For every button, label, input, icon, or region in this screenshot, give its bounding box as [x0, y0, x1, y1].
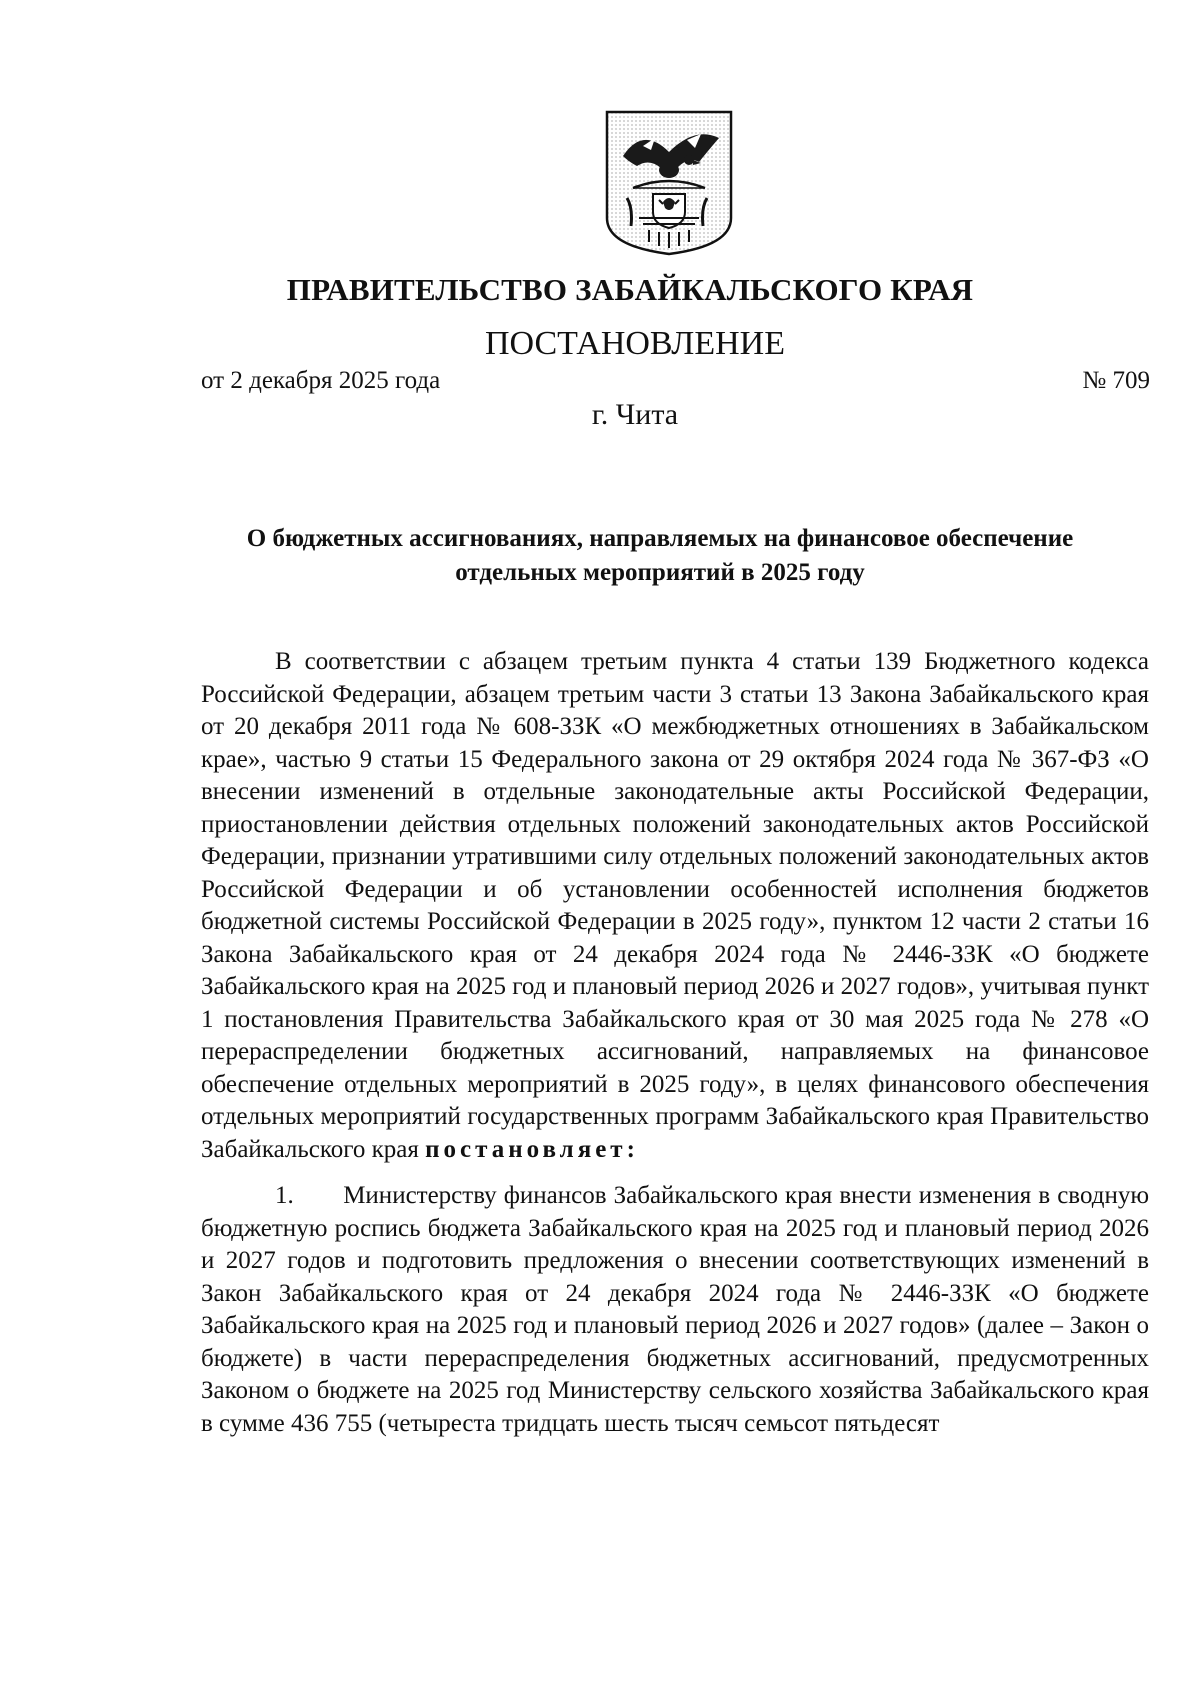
decree-word: постановляет:: [425, 1135, 639, 1163]
document-type: ПОСТАНОВЛЕНИЕ: [484, 325, 786, 362]
subject-line-2: отдельных мероприятий в 2025 году: [455, 559, 865, 586]
item-1-number: 1.: [275, 1182, 294, 1209]
item-1-paragraph: [201, 1180, 1149, 1440]
item-1-text: Министерству финансов Забайкальского края внести изменения в сводную бюджетную роспись бюджета Забайкальского края на 2025 год и плановый период 2026 и 2027 годов и подготовить предложения о внесении соответствующих изменений в Закон Забайкальского края от 24 декабря 2024 года № 2446-ЗЗК «О бюджете Забайкальского края на 2025 год и плановый период 2026 и 2027 годов» (далее – Закон о бюджете) в части перераспределения бюджетных ассигнований, предусмотренных Законом о бюджете на 2025 год Министерству сельского хозяйства Забайкальского края в сумме 436 755 (четыреста тридцать шесть тысяч семьсот пятьдесят: [201, 1182, 1149, 1437]
document-city: г. Чита: [591, 398, 679, 431]
document-subject: [160, 522, 1160, 590]
subject-line-1: О бюджетных ассигнованиях, направляемых на финансовое обеспечение: [246, 525, 1074, 552]
document-body: [201, 646, 1149, 1440]
preamble-paragraph: [201, 646, 1149, 1166]
preamble-text: В соответствии с абзацем третьим пункта 4 статьи 139 Бюджетного кодекса Российской Федерации, абзацем третьим части 3 статьи 13 Закона Забайкальского края от 20 декабря 2011 года № 608-ЗЗК «О межбюджетных отношениях в Забайкальском крае», частью 9 статьи 15 Федерального закона от 29 октября 2024 года № 367-ФЗ «О внесении изменений в отдельные законодательные акты Российской Федерации, приостановлении действия отдельных положений законодательных актов Российской Федерации, признании утратившими силу отдельных положений законодательных актов Российской Федерации и об установлении особенностей исполнения бюджетов бюджетной системы Российской Федерации в 2025 году», пунктом 12 части 2 статьи 16 Закона Забайкальского края от 24 декабря 2024 года № 2446-ЗЗК «О бюджете Забайкальского края на 2025 год и плановый период 2026 и 2027 годов», учитывая пункт 1 постановления Правительства Забайкальского края от 30 мая 2025 года № 278 «О перераспределении бюджетных ассигнований, направляемых на финансовое обеспечение отдельных мероприятий в 2025 году», в целях финансового обеспечения отдельных мероприятий государственных программ Забайкальского края Правительство Забайкальского края: [201, 648, 1149, 1163]
document-number: № 709: [1082, 367, 1150, 394]
government-title: ПРАВИТЕЛЬСТВО ЗАБАЙКАЛЬСКОГО КРАЯ: [286, 272, 974, 307]
document-date: от 2 декабря 2025 года: [201, 367, 441, 394]
coat-of-arms-icon: [603, 108, 735, 258]
